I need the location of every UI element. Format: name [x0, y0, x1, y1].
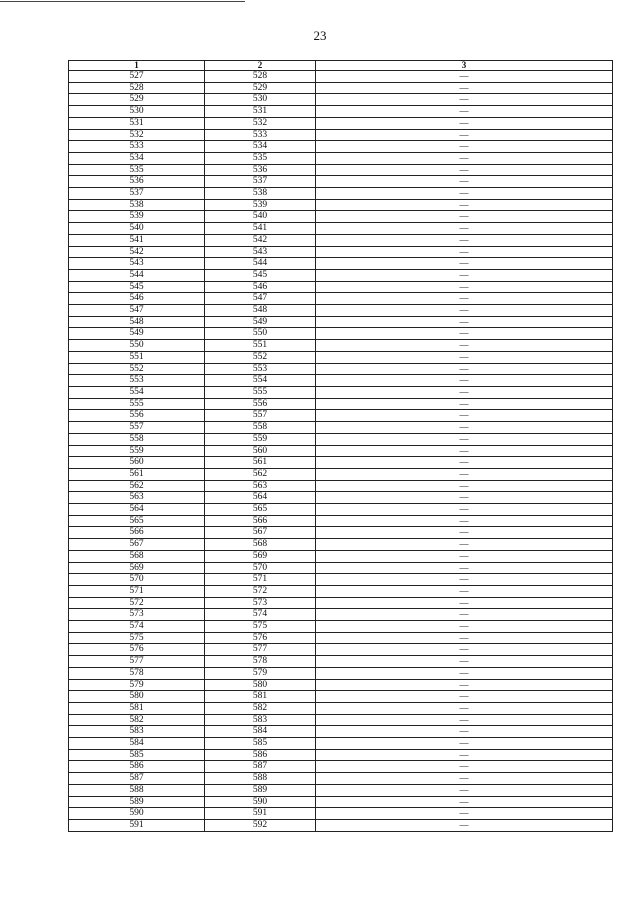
table-cell-col2: 573 — [205, 597, 316, 609]
table-row — [69, 94, 613, 106]
table-cell-col1: 533 — [69, 141, 205, 153]
table-row — [69, 398, 613, 410]
table-cell-col2: 585 — [205, 738, 316, 750]
table-row — [69, 445, 613, 457]
table-cell-col2: 545 — [205, 269, 316, 281]
table-cell-col1: 548 — [69, 316, 205, 328]
table-cell-col1: 535 — [69, 164, 205, 176]
table-cell-col3: — — [316, 351, 613, 363]
table-cell-col1: 527 — [69, 71, 205, 83]
table-cell-col1: 580 — [69, 691, 205, 703]
table-row — [69, 667, 613, 679]
table-cell-col2: 550 — [205, 328, 316, 340]
table-row — [69, 656, 613, 668]
table-cell-col2: 558 — [205, 422, 316, 434]
table-cell-col2: 536 — [205, 164, 316, 176]
table-cell-col1: 574 — [69, 621, 205, 633]
table-cell-col3: — — [316, 679, 613, 691]
table-cell-col1: 554 — [69, 386, 205, 398]
table-body — [69, 71, 613, 832]
table-row — [69, 410, 613, 422]
table-row — [69, 550, 613, 562]
table-cell-col3: — — [316, 269, 613, 281]
table-row — [69, 632, 613, 644]
table-cell-col3: — — [316, 539, 613, 551]
table-cell-col3: — — [316, 410, 613, 422]
table-cell-col2: 577 — [205, 644, 316, 656]
table-cell-col3: — — [316, 316, 613, 328]
table-cell-col2: 576 — [205, 632, 316, 644]
table-row — [69, 176, 613, 188]
table-row — [69, 246, 613, 258]
table-cell-col3: — — [316, 738, 613, 750]
table-row — [69, 784, 613, 796]
table-row — [69, 293, 613, 305]
table-cell-col1: 531 — [69, 117, 205, 129]
table-cell-col3: — — [316, 773, 613, 785]
data-table — [68, 60, 613, 832]
table-row — [69, 468, 613, 480]
table-cell-col1: 572 — [69, 597, 205, 609]
table-row — [69, 386, 613, 398]
table-cell-col2: 543 — [205, 246, 316, 258]
table-cell-col1: 588 — [69, 784, 205, 796]
table-cell-col3: — — [316, 726, 613, 738]
table-row — [69, 305, 613, 317]
table-row — [69, 597, 613, 609]
table-cell-col3: — — [316, 550, 613, 562]
table-cell-col1: 550 — [69, 340, 205, 352]
table-cell-col2: 563 — [205, 480, 316, 492]
table-cell-col1: 585 — [69, 749, 205, 761]
table-cell-col1: 589 — [69, 796, 205, 808]
table-cell-col3: — — [316, 293, 613, 305]
table-cell-col1: 564 — [69, 504, 205, 516]
table-row — [69, 188, 613, 200]
table-row — [69, 351, 613, 363]
table-cell-col1: 591 — [69, 820, 205, 832]
table-cell-col3: — — [316, 820, 613, 832]
table-cell-col3: — — [316, 94, 613, 106]
table-cell-col2: 552 — [205, 351, 316, 363]
table-cell-col3: — — [316, 621, 613, 633]
table-cell-col3: — — [316, 632, 613, 644]
table-cell-col2: 584 — [205, 726, 316, 738]
table-row — [69, 644, 613, 656]
table-cell-col2: 539 — [205, 199, 316, 211]
table-cell-col1: 583 — [69, 726, 205, 738]
table-cell-col2: 542 — [205, 234, 316, 246]
table-cell-col3: — — [316, 667, 613, 679]
table-row — [69, 773, 613, 785]
table-cell-col2: 566 — [205, 515, 316, 527]
table-row — [69, 738, 613, 750]
table-row — [69, 422, 613, 434]
table-row — [69, 71, 613, 83]
table-cell-col1: 545 — [69, 281, 205, 293]
table-row — [69, 820, 613, 832]
table-cell-col2: 534 — [205, 141, 316, 153]
table-cell-col3: — — [316, 644, 613, 656]
table-cell-col1: 544 — [69, 269, 205, 281]
table-cell-col2: 531 — [205, 106, 316, 118]
table-cell-col3: — — [316, 504, 613, 516]
table-cell-col1: 559 — [69, 445, 205, 457]
table-cell-col3: — — [316, 246, 613, 258]
table-cell-col3: — — [316, 480, 613, 492]
table-cell-col2: 574 — [205, 609, 316, 621]
table-cell-col1: 541 — [69, 234, 205, 246]
table-row — [69, 258, 613, 270]
table-cell-col3: — — [316, 386, 613, 398]
table-row — [69, 199, 613, 211]
table-cell-col3: — — [316, 141, 613, 153]
table-cell-col3: — — [316, 281, 613, 293]
table-row — [69, 761, 613, 773]
table-cell-col2: 586 — [205, 749, 316, 761]
table-row — [69, 363, 613, 375]
table-cell-col3: — — [316, 597, 613, 609]
table-row — [69, 691, 613, 703]
table-cell-col2: 589 — [205, 784, 316, 796]
table-row — [69, 281, 613, 293]
table-cell-col1: 560 — [69, 457, 205, 469]
table-cell-col2: 581 — [205, 691, 316, 703]
table-cell-col2: 554 — [205, 375, 316, 387]
table-cell-col1: 577 — [69, 656, 205, 668]
table-cell-col3: — — [316, 468, 613, 480]
table-row — [69, 527, 613, 539]
table-header-row — [69, 61, 613, 71]
top-rule — [0, 1, 245, 2]
table-cell-col3: — — [316, 106, 613, 118]
table-cell-col1: 581 — [69, 702, 205, 714]
table-cell-col2: 569 — [205, 550, 316, 562]
page-number: 23 — [313, 28, 327, 43]
table-cell-col2: 578 — [205, 656, 316, 668]
table-cell-col1: 561 — [69, 468, 205, 480]
table-row — [69, 562, 613, 574]
table-cell-col1: 556 — [69, 410, 205, 422]
table-row — [69, 129, 613, 141]
table-cell-col2: 588 — [205, 773, 316, 785]
table-cell-col1: 575 — [69, 632, 205, 644]
table-cell-col3: — — [316, 258, 613, 270]
table-row — [69, 164, 613, 176]
table-cell-col2: 568 — [205, 539, 316, 551]
table-cell-col2: 561 — [205, 457, 316, 469]
table-cell-col3: — — [316, 398, 613, 410]
table-cell-col2: 549 — [205, 316, 316, 328]
table-cell-col2: 530 — [205, 94, 316, 106]
table-cell-col3: — — [316, 609, 613, 621]
table-cell-col1: 534 — [69, 152, 205, 164]
table-cell-col2: 562 — [205, 468, 316, 480]
table-cell-col1: 569 — [69, 562, 205, 574]
table-cell-col2: 565 — [205, 504, 316, 516]
table-cell-col2: 564 — [205, 492, 316, 504]
table-cell-col3: — — [316, 211, 613, 223]
table-cell-col2: 528 — [205, 71, 316, 83]
column-header-2: 2 — [205, 61, 316, 71]
table-row — [69, 492, 613, 504]
table-cell-col3: — — [316, 691, 613, 703]
table-cell-col1: 587 — [69, 773, 205, 785]
table-row — [69, 515, 613, 527]
table-row — [69, 714, 613, 726]
table-cell-col1: 568 — [69, 550, 205, 562]
table-row — [69, 316, 613, 328]
table-cell-col2: 560 — [205, 445, 316, 457]
table-row — [69, 82, 613, 94]
table-cell-col2: 572 — [205, 585, 316, 597]
table-cell-col1: 576 — [69, 644, 205, 656]
table-cell-col1: 586 — [69, 761, 205, 773]
table-row — [69, 269, 613, 281]
table-cell-col2: 540 — [205, 211, 316, 223]
table-row — [69, 585, 613, 597]
table-cell-col2: 551 — [205, 340, 316, 352]
table-cell-col3: — — [316, 152, 613, 164]
table-cell-col1: 562 — [69, 480, 205, 492]
table-cell-col3: — — [316, 527, 613, 539]
table-cell-col3: — — [316, 176, 613, 188]
table-cell-col3: — — [316, 363, 613, 375]
table-cell-col1: 546 — [69, 293, 205, 305]
table-cell-col3: — — [316, 457, 613, 469]
table-cell-col1: 530 — [69, 106, 205, 118]
table-cell-col1: 584 — [69, 738, 205, 750]
table-cell-col1: 590 — [69, 808, 205, 820]
table-cell-col2: 546 — [205, 281, 316, 293]
table-cell-col1: 558 — [69, 433, 205, 445]
table-cell-col2: 567 — [205, 527, 316, 539]
table-row — [69, 480, 613, 492]
table-cell-col2: 537 — [205, 176, 316, 188]
table-cell-col3: — — [316, 433, 613, 445]
table-cell-col2: 553 — [205, 363, 316, 375]
table-cell-col3: — — [316, 82, 613, 94]
table-cell-col3: — — [316, 702, 613, 714]
table-row — [69, 106, 613, 118]
table-cell-col1: 563 — [69, 492, 205, 504]
table-cell-col2: 587 — [205, 761, 316, 773]
table-cell-col1: 571 — [69, 585, 205, 597]
table-row — [69, 223, 613, 235]
table-cell-col2: 555 — [205, 386, 316, 398]
table-cell-col2: 533 — [205, 129, 316, 141]
table-cell-col1: 540 — [69, 223, 205, 235]
table-row — [69, 340, 613, 352]
table-cell-col3: — — [316, 515, 613, 527]
table-cell-col2: 559 — [205, 433, 316, 445]
table-cell-col3: — — [316, 585, 613, 597]
table-row — [69, 457, 613, 469]
table-cell-col1: 552 — [69, 363, 205, 375]
table-cell-col2: 570 — [205, 562, 316, 574]
table-cell-col3: — — [316, 340, 613, 352]
table-cell-col2: 532 — [205, 117, 316, 129]
table-cell-col3: — — [316, 761, 613, 773]
table-cell-col1: 553 — [69, 375, 205, 387]
table-cell-col3: — — [316, 375, 613, 387]
table-row — [69, 375, 613, 387]
table-cell-col2: 580 — [205, 679, 316, 691]
table-cell-col1: 532 — [69, 129, 205, 141]
table-cell-col3: — — [316, 574, 613, 586]
table-row — [69, 504, 613, 516]
table-cell-col3: — — [316, 492, 613, 504]
table-cell-col3: — — [316, 749, 613, 761]
table-cell-col1: 555 — [69, 398, 205, 410]
table-cell-col2: 556 — [205, 398, 316, 410]
table-cell-col3: — — [316, 164, 613, 176]
table-cell-col1: 551 — [69, 351, 205, 363]
table-cell-col1: 539 — [69, 211, 205, 223]
table-row — [69, 702, 613, 714]
table-cell-col3: — — [316, 223, 613, 235]
table-cell-col1: 543 — [69, 258, 205, 270]
table-row — [69, 234, 613, 246]
table-cell-col3: — — [316, 305, 613, 317]
table-row — [69, 749, 613, 761]
table-cell-col1: 557 — [69, 422, 205, 434]
table-cell-col3: — — [316, 422, 613, 434]
table-cell-col1: 528 — [69, 82, 205, 94]
table-cell-col1: 582 — [69, 714, 205, 726]
table-cell-col2: 579 — [205, 667, 316, 679]
table-cell-col2: 538 — [205, 188, 316, 200]
table-cell-col3: — — [316, 656, 613, 668]
table-cell-col2: 590 — [205, 796, 316, 808]
table-cell-col3: — — [316, 714, 613, 726]
table-row — [69, 433, 613, 445]
table-cell-col1: 549 — [69, 328, 205, 340]
table-cell-col3: — — [316, 445, 613, 457]
table-cell-col2: 529 — [205, 82, 316, 94]
table-row — [69, 726, 613, 738]
column-header-1: 1 — [69, 61, 205, 71]
table-cell-col3: — — [316, 562, 613, 574]
table-cell-col3: — — [316, 129, 613, 141]
table-cell-col3: — — [316, 199, 613, 211]
table-cell-col1: 565 — [69, 515, 205, 527]
table-cell-col3: — — [316, 808, 613, 820]
table-cell-col2: 544 — [205, 258, 316, 270]
table-cell-col2: 582 — [205, 702, 316, 714]
table-cell-col2: 571 — [205, 574, 316, 586]
table-cell-col2: 575 — [205, 621, 316, 633]
table-cell-col1: 536 — [69, 176, 205, 188]
table-cell-col2: 541 — [205, 223, 316, 235]
table-cell-col3: — — [316, 188, 613, 200]
table-row — [69, 808, 613, 820]
table-cell-col2: 591 — [205, 808, 316, 820]
table-row — [69, 211, 613, 223]
table-cell-col1: 566 — [69, 527, 205, 539]
table-cell-col1: 547 — [69, 305, 205, 317]
table-cell-col2: 548 — [205, 305, 316, 317]
table-cell-col3: — — [316, 328, 613, 340]
table-cell-col1: 567 — [69, 539, 205, 551]
table-cell-col2: 535 — [205, 152, 316, 164]
table-cell-col3: — — [316, 784, 613, 796]
table-cell-col1: 542 — [69, 246, 205, 258]
table-row — [69, 609, 613, 621]
column-header-3: 3 — [316, 61, 613, 71]
table-row — [69, 796, 613, 808]
table-cell-col3: — — [316, 234, 613, 246]
table-cell-col1: 538 — [69, 199, 205, 211]
table-row — [69, 621, 613, 633]
table-cell-col1: 578 — [69, 667, 205, 679]
table-cell-col3: — — [316, 796, 613, 808]
table-row — [69, 328, 613, 340]
table-row — [69, 539, 613, 551]
table-cell-col1: 579 — [69, 679, 205, 691]
table-cell-col3: — — [316, 117, 613, 129]
table-cell-col2: 592 — [205, 820, 316, 832]
table-cell-col1: 529 — [69, 94, 205, 106]
table-cell-col2: 557 — [205, 410, 316, 422]
table-row — [69, 679, 613, 691]
table-cell-col1: 573 — [69, 609, 205, 621]
table-row — [69, 141, 613, 153]
table-row — [69, 117, 613, 129]
table-row — [69, 574, 613, 586]
table-row — [69, 152, 613, 164]
table-cell-col1: 570 — [69, 574, 205, 586]
table-cell-col2: 583 — [205, 714, 316, 726]
table-cell-col1: 537 — [69, 188, 205, 200]
table-cell-col3: — — [316, 71, 613, 83]
table-cell-col2: 547 — [205, 293, 316, 305]
